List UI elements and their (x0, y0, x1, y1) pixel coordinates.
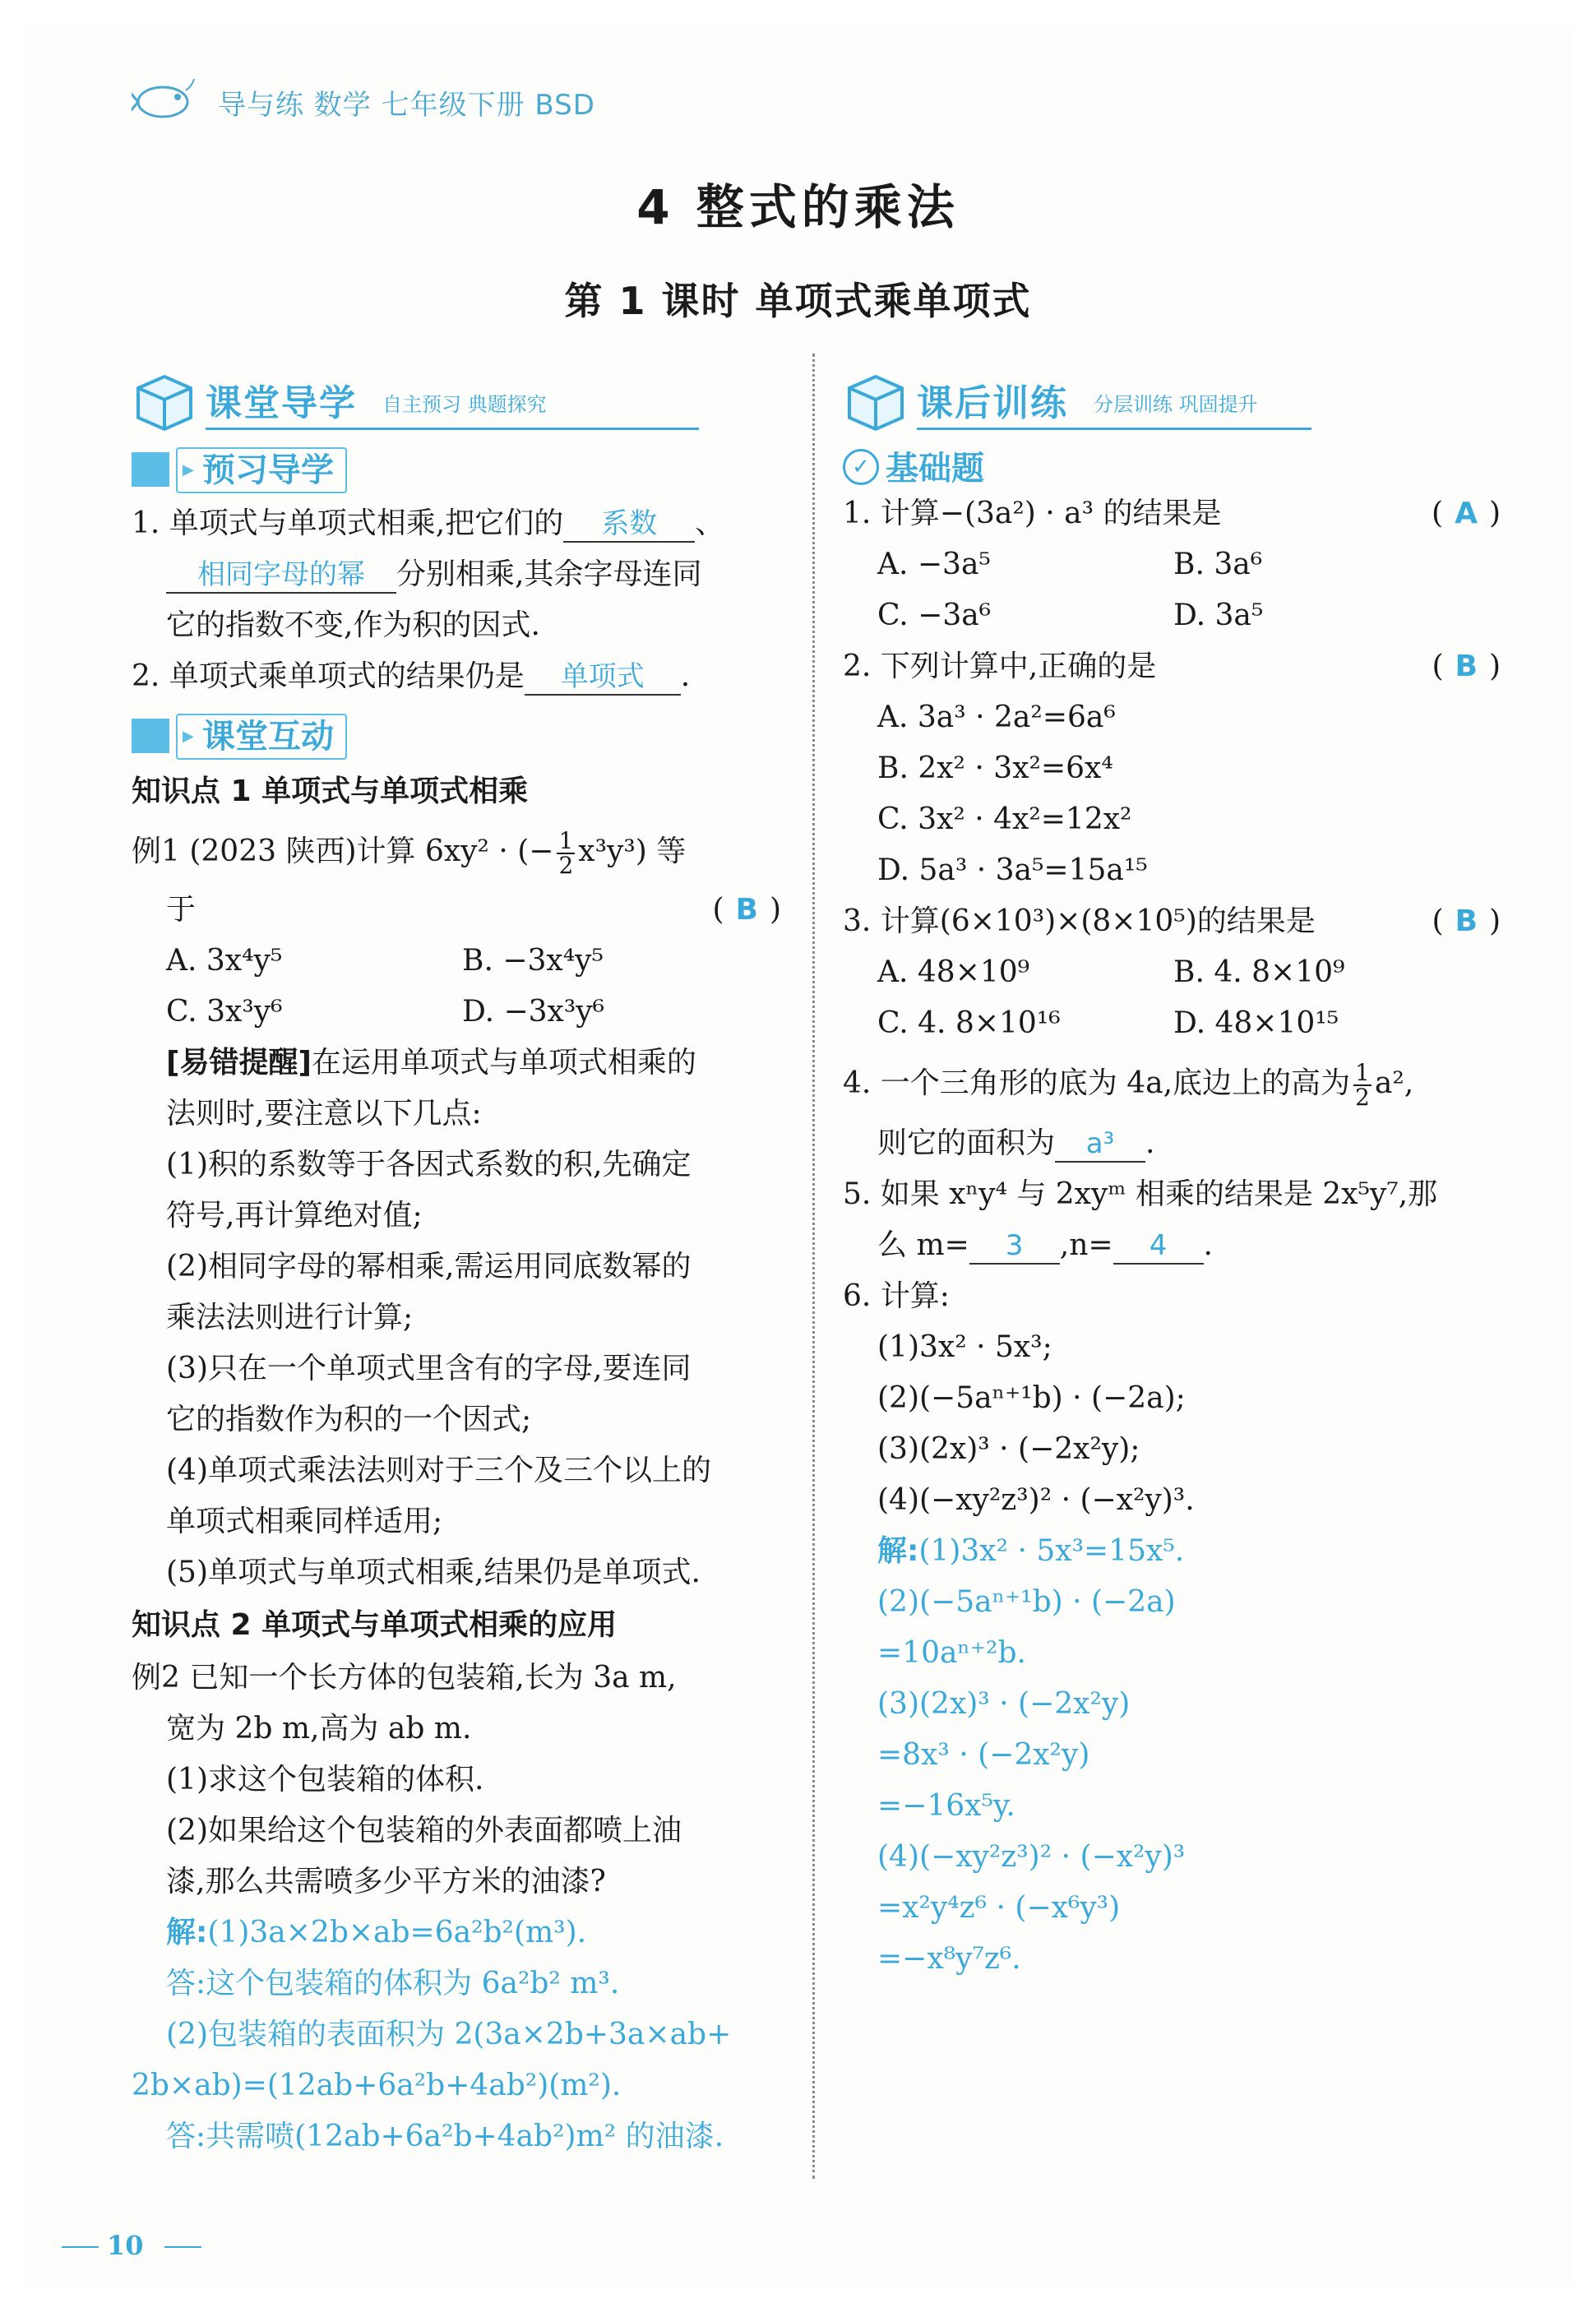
tip-line: 它的指数作为积的一个因式; (166, 1403, 532, 1436)
banner-classroom (132, 362, 781, 436)
running-header: 导与练 数学 七年级下册 BSD (218, 89, 595, 122)
knowledge-point-1: 知识点 1 单项式与单项式相乘 (132, 775, 529, 808)
fish-logo-icon (132, 76, 197, 125)
r-q2-option: B. 2x² · 3x²=6x⁴ (877, 751, 1113, 785)
r-solution-line: (3)(2x)³ · (−2x²y) (877, 1687, 1131, 1721)
section-label: ▶ 预习导学 (176, 447, 347, 493)
r-q4-blank: a³ (1055, 1126, 1145, 1163)
r-q6-item: (3)(2x)³ · (−2x²y); (877, 1432, 1140, 1466)
r-q2-option: D. 5a³ · 3a⁵=15a¹⁵ (877, 853, 1148, 887)
r-q4-text2: a², (1374, 1066, 1414, 1100)
page-number: 10 (107, 2230, 144, 2261)
r-q5-blank2: 4 (1113, 1228, 1204, 1265)
ex2-solution-line: 答:共需喷(12ab+6a²b+4ab²)m² 的油漆. (166, 2120, 724, 2153)
r-q3-options-row2 (843, 998, 1501, 1049)
example2-line: (2)如果给这个包装箱的外表面都喷上油 (166, 1814, 682, 1847)
tip-line: (2)相同字母的幂相乘,需运用同底数幂的 (166, 1250, 692, 1283)
solution-label: 解: (166, 1916, 208, 1949)
tip-line0 (132, 1038, 781, 1089)
check-circle-icon: ✓ (843, 449, 879, 485)
ex1-answer: ( B ) (712, 893, 781, 927)
basic-heading (843, 442, 1501, 488)
r-solution-line: =10aⁿ⁺²b. (877, 1636, 1026, 1670)
tip-line: (5)单项式与单项式相乘,结果仍是单项式. (166, 1556, 701, 1589)
solution-text: (1)3a×2b×ab=6a²b²(m³). (207, 1916, 587, 1949)
r-q5-end: . (1203, 1228, 1213, 1262)
r-q1-options-row2 (843, 590, 1501, 641)
example1-line1 (132, 819, 781, 885)
q1-text: 1. 单项式与单项式相乘,把它们的 (132, 506, 564, 540)
r-q4-end: . (1145, 1126, 1155, 1160)
ex2-solution-line: 答:这个包装箱的体积为 6a²b² m³. (166, 1967, 620, 2000)
r-q1 (843, 488, 1501, 539)
r-q3-text: 3. 计算(6×10³)×(8×10⁵)的结果是 (843, 904, 1316, 938)
q1-line2 (132, 549, 781, 600)
r-solution-line: =−16x⁵y. (877, 1789, 1015, 1823)
r-q3 (843, 896, 1501, 947)
ex1-option-c: C. 3x³y⁶ (166, 995, 283, 1029)
q1-blank2: 相同字母的幂 (166, 557, 396, 594)
r-q3-option-d: D. 48×10¹⁵ (1173, 1006, 1339, 1040)
r-q5-blank1: 3 (969, 1228, 1060, 1265)
r-q1-option-a: A. −3a⁵ (877, 548, 991, 581)
section-preview (132, 447, 781, 498)
r-q1-option-c: C. −3a⁶ (877, 599, 992, 632)
example2-line: 宽为 2b m,高为 ab m. (166, 1712, 472, 1746)
tip-line: (4)单项式乘法法则对于三个及三个以上的 (166, 1454, 711, 1487)
r-q4-denominator: 2 (1355, 1084, 1370, 1111)
tip-line: 符号,再计算绝对值; (166, 1199, 423, 1232)
tip-line: 法则时,要注意以下几点: (166, 1097, 482, 1131)
r-solution-line: =−x⁸y⁷z⁶. (877, 1942, 1021, 1976)
ex1-text3: 于 (166, 893, 197, 927)
q2-end: . (680, 659, 691, 693)
banner-underline (917, 428, 1311, 430)
ex2-solution-line: 2b×ab)=(12ab+6a²b+4ab²)(m²). (132, 2069, 622, 2102)
example2-line: 例2 已知一个长方体的包装箱,长为 3a m, (132, 1661, 677, 1695)
q1-line1 (132, 498, 781, 549)
r-q1-option-d: D. 3a⁵ (1173, 599, 1264, 632)
r-q2-answer-letter: B (1455, 650, 1478, 683)
r-q3-answer: ( B ) (1432, 904, 1501, 938)
r-q2-answer: ( B ) (1432, 650, 1501, 683)
tip-line: (3)只在一个单项式里含有的字母,要连同 (166, 1352, 692, 1385)
ex1-fraction (557, 827, 575, 879)
q1-line3: 它的指数不变,作为积的因式. (166, 608, 540, 642)
r-solution-line: =x²y⁴z⁶ · (−x⁶y³) (877, 1891, 1121, 1925)
example2-line: 漆,那么共需喷多少平方米的油漆? (166, 1865, 606, 1898)
r-q4-numerator: 1 (1355, 1059, 1370, 1086)
section-marker (132, 719, 169, 753)
cube-icon (132, 370, 197, 432)
ex1-options-row2 (132, 987, 781, 1038)
r-q2-option: C. 3x² · 4x²=12x² (877, 802, 1132, 836)
r-solution-line: (4)(−xy²z³)² · (−x²y)³ (877, 1840, 1186, 1874)
ex2-solution-line: (2)包装箱的表面积为 2(3a×2b+3a×ab+ (166, 2018, 732, 2051)
knowledge-point-2: 知识点 2 单项式与单项式相乘的应用 (132, 1608, 618, 1642)
r-q1-answer-letter: A (1455, 497, 1478, 530)
r-q3-option-c: C. 4. 8×10¹⁶ (877, 1006, 1061, 1040)
r-q6-item: (2)(−5aⁿ⁺¹b) · (−2a); (877, 1381, 1186, 1415)
tip-text: 在运用单项式与单项式相乘的 (311, 1046, 696, 1080)
lesson-title: 第 1 课时 单项式乘单项式 (564, 279, 1032, 323)
ex1-text2: x³y³) 等 (578, 835, 687, 868)
r-solution-line: =8x³ · (−2x²y) (877, 1738, 1090, 1772)
r-q5-line2 (843, 1220, 1501, 1271)
basic-label: 基础题 (886, 450, 984, 488)
r-q4-fraction (1353, 1061, 1372, 1109)
ex1-option-b: B. −3x⁴y⁵ (462, 944, 604, 978)
cube-icon (843, 370, 909, 432)
r-q6: 6. 计算: (843, 1279, 950, 1313)
ex2-solution-line (132, 1907, 781, 1958)
example2-line: (1)求这个包装箱的体积. (166, 1763, 484, 1796)
banner-title: 课堂导学 (206, 382, 357, 424)
r-q4-line1 (843, 1049, 1501, 1118)
ex1-answer-letter: B (735, 893, 758, 927)
r-q5-line1: 5. 如果 xⁿy⁴ 与 2xyᵐ 相乘的结果是 2x⁵y⁷,那 (843, 1177, 1438, 1211)
section-marker (132, 452, 169, 487)
r-q3-option-a: A. 48×10⁹ (877, 955, 1030, 989)
tip-line: 单项式相乘同样适用; (166, 1505, 443, 1538)
column-divider (812, 354, 815, 2179)
section-interaction (132, 714, 781, 765)
r-q5-text2: ,n= (1059, 1228, 1113, 1262)
ex1-denominator: 2 (558, 852, 574, 879)
r-solution-line: (2)(−5aⁿ⁺¹b) · (−2a) (877, 1585, 1176, 1619)
tip-line: 乘法法则进行计算; (166, 1301, 414, 1334)
banner-underline (206, 428, 699, 430)
r-q2 (843, 641, 1501, 692)
r-solution-line (843, 1526, 1501, 1577)
q1-blank1: 系数 (563, 506, 695, 543)
example1-line2 (132, 885, 781, 936)
tip-line: (1)积的系数等于各因式系数的积,先确定 (166, 1148, 692, 1181)
r-q1-answer: ( A ) (1432, 497, 1501, 530)
ex1-option-d: D. −3x³y⁶ (462, 995, 605, 1029)
r-q1-text: 1. 计算−(3a²) · a³ 的结果是 (843, 497, 1222, 530)
r-q5-text: 么 m= (877, 1228, 969, 1262)
right-column (843, 354, 1501, 1985)
q1-sep: 、 (695, 506, 725, 540)
banner-subtitle: 分层训练 巩固提升 (1094, 393, 1258, 416)
q1-text2: 分别相乘,其余字母连同 (396, 557, 702, 591)
chapter-title: 4 整式的乘法 (636, 179, 960, 235)
r-q6-item: (1)3x² · 5x³; (877, 1330, 1052, 1364)
tip-label: [易错提醒] (166, 1046, 312, 1080)
ex1-options-row1 (132, 936, 781, 987)
ex1-numerator: 1 (558, 827, 574, 854)
r-q4-text: 4. 一个三角形的底为 4a,底边上的高为 (843, 1066, 1351, 1100)
banner-title: 课后训练 (917, 382, 1068, 424)
q2-text: 2. 单项式乘单项式的结果仍是 (132, 659, 525, 693)
r-q2-text: 2. 下列计算中,正确的是 (843, 650, 1157, 683)
r-q6-item: (4)(−xy²z³)² · (−x²y)³. (877, 1483, 1195, 1517)
r-q3-option-b: B. 4. 8×10⁹ (1173, 955, 1345, 989)
r-q1-options-row1 (843, 539, 1501, 590)
section-label: ▶ 课堂互动 (176, 714, 347, 760)
solution-label: 解: (877, 1534, 919, 1568)
banner-after-class (843, 362, 1501, 436)
r-q4-text3: 则它的面积为 (877, 1126, 1056, 1160)
r-q3-answer-letter: B (1455, 904, 1478, 938)
ex1-option-a: A. 3x⁴y⁵ (166, 944, 283, 978)
left-column (132, 354, 781, 2162)
r-q3-options-row1 (843, 947, 1501, 998)
banner-subtitle: 自主预习 典题探究 (382, 393, 547, 416)
q2-blank: 单项式 (525, 659, 681, 696)
r-q2-option: A. 3a³ · 2a²=6a⁶ (877, 701, 1116, 734)
solution-text: (1)3x² · 5x³=15x⁵. (918, 1534, 1185, 1568)
r-q4-line2 (843, 1118, 1501, 1169)
r-q1-option-b: B. 3a⁶ (1173, 548, 1263, 581)
ex1-text: 例1 (2023 陕西)计算 6xy² · (− (132, 835, 554, 868)
q2-line (132, 651, 781, 702)
